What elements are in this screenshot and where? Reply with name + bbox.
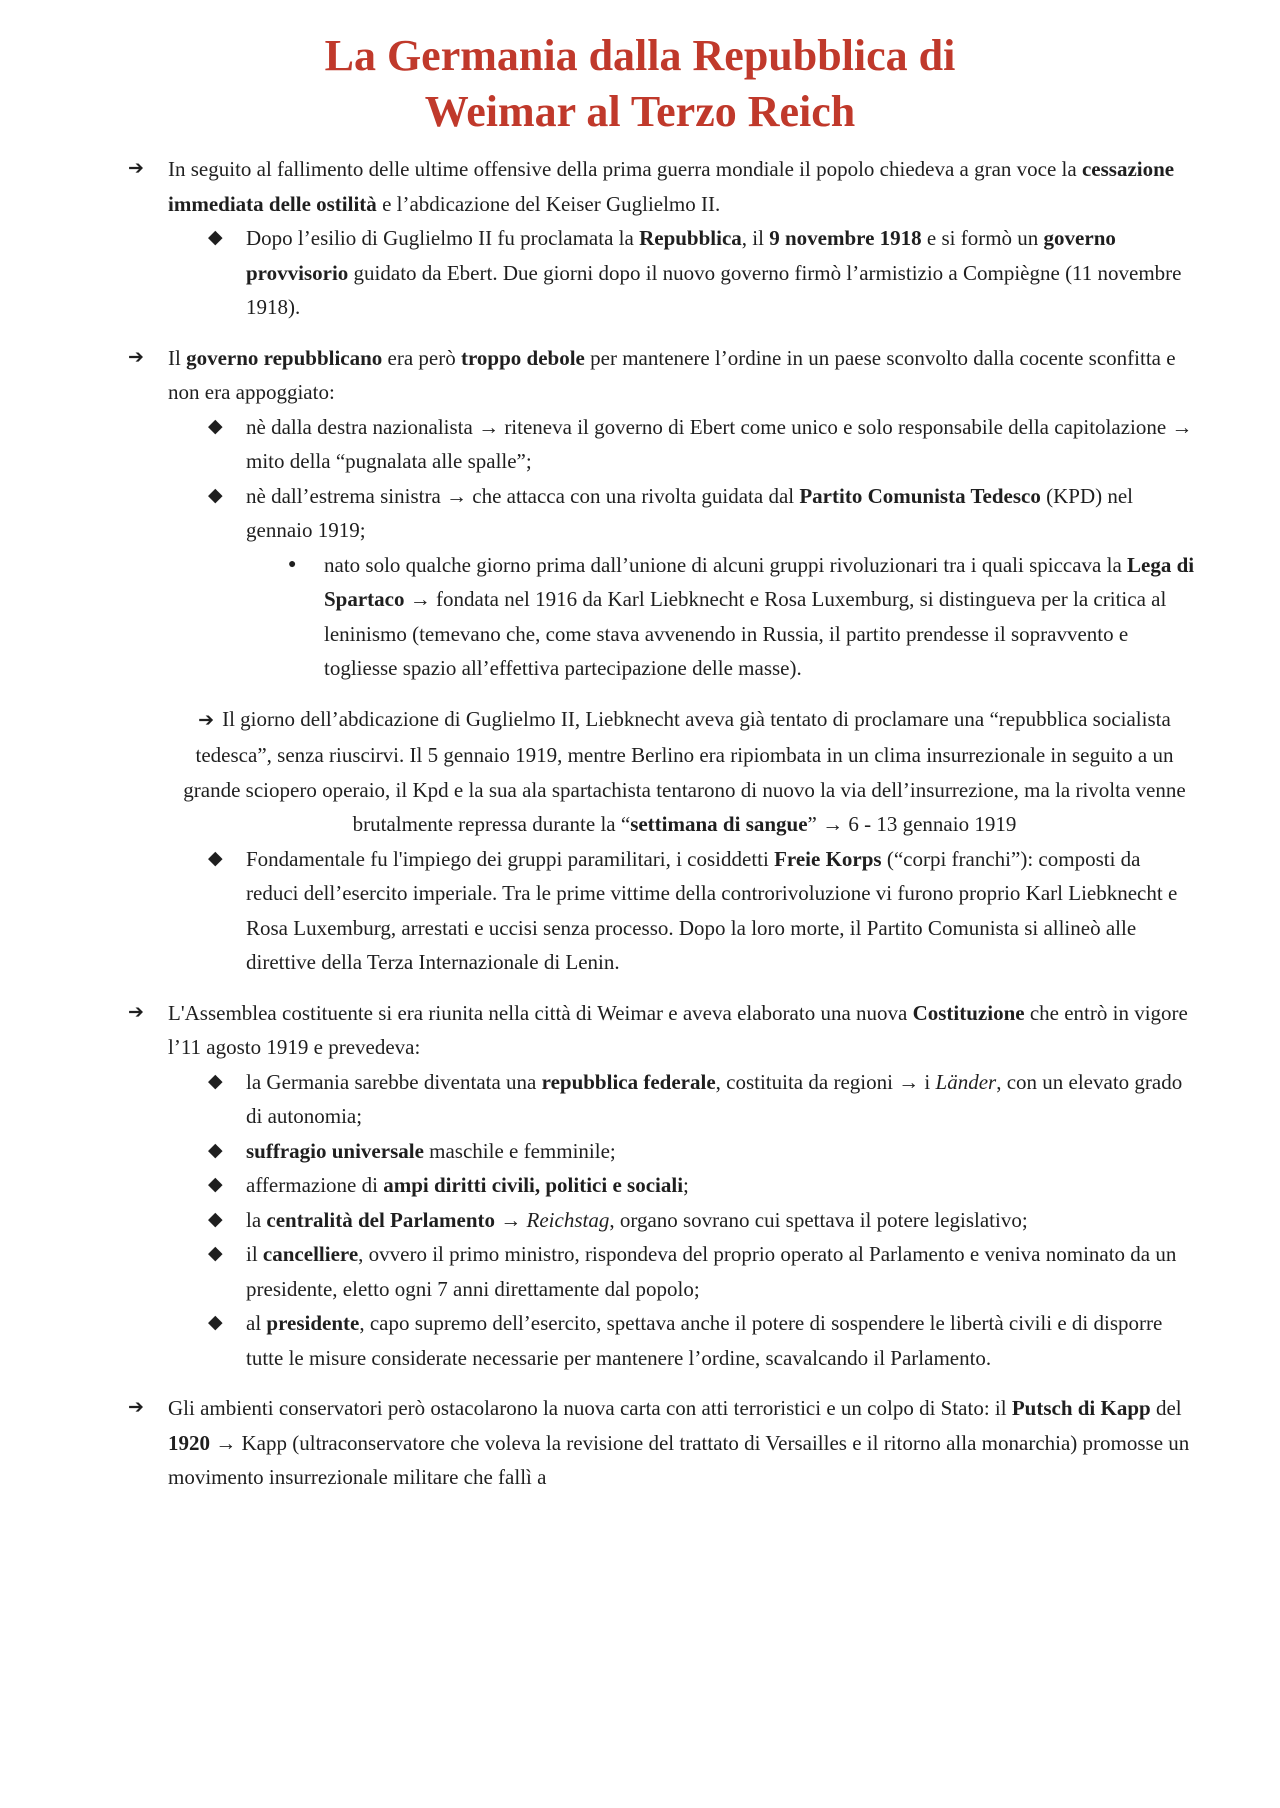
diamond-item: ◆ il cancelliere, ovvero il primo ministro, rispondeva del proprio operato al Parlamento e veniva nominato da un presidente, eletto ogni 7 anni direttamente dal popolo; — [128, 1237, 1198, 1306]
document-body — [0, 140, 1280, 1495]
diamond-bullet-icon: ◆ — [208, 1070, 223, 1092]
diamond-item: ◆ la centralità del Parlamento → Reichstag, organo sovrano cui spettava il potere legislativo; — [128, 1203, 1198, 1238]
arrow-item-4: ➔ L'Assemblea costituente si era riunita nella città di Weimar e aveva elaborato una nuova Costituzione che entrò in vigore l’11 agosto 1919 e prevedeva: — [128, 996, 1198, 1065]
arrow-bullet-icon: ➔ — [128, 1001, 144, 1023]
arrow-bullet-icon: ➔ — [128, 1397, 144, 1418]
diamond-item: ◆ suffragio universale maschile e femminile; — [128, 1134, 1198, 1169]
arrow-item-2: ➔ Il governo repubblicano era però troppo debole per mantenere l’ordine in un paese sconvolto dalla cocente sconfitta e non era appoggiato: — [128, 341, 1198, 410]
diamond-bullet-icon: ◆ — [208, 1243, 223, 1264]
diamond-item: ◆ affermazione di ampi diritti civili, politici e sociali; — [128, 1168, 1198, 1203]
diamond-bullet-icon: ◆ — [208, 847, 223, 869]
title-line-1: La Germania dalla Repubblica di — [324, 31, 956, 80]
diamond-item: ◆ nè dall’estrema sinistra → che attacca con una rivolta guidata dal Partito Comunista Tedesco (KPD) nel gennaio 1919; — [128, 479, 1198, 548]
arrow-item-1: ➔ In seguito al fallimento delle ultime offensive della prima guerra mondiale il popolo chiedeva a gran voce la cessazione immediata delle ostilità e l’abdicazione del Keiser Guglielmo II. — [128, 152, 1198, 221]
diamond-bullet-icon: ◆ — [208, 227, 223, 248]
diamond-bullet-icon: ◆ — [208, 1139, 223, 1161]
diamond-item: ◆ al presidente, capo supremo dell’esercito, spettava anche il potere di sospendere le libertà civili e di disporre tutte le misure considerate necessarie per mantenere l’ordine, scavalcando il Parlamento. — [128, 1306, 1198, 1375]
dot-item: ● nato solo qualche giorno prima dall’unione di alcuni gruppi rivoluzionari tra i quali spiccava la Lega di Spartaco → fondata nel 1916 da Karl Liebknecht e Rosa Luxemburg, si distingueva per la critica al leninismo (temevano che, come stava avvenendo in Russia, il partito prendesse il sopravvento e togliesse spazio all’effettiva partecipazione delle masse). — [128, 548, 1198, 686]
title-line-2: Weimar al Terzo Reich — [424, 87, 856, 136]
arrow-bullet-icon: ➔ — [198, 709, 215, 731]
arrow-bullet-icon: ➔ — [128, 158, 144, 179]
diamond-bullet-icon: ◆ — [208, 1312, 223, 1333]
diamond-item: ◆ nè dalla destra nazionalista → riteneva il governo di Ebert come unico e solo responsabile della capitolazione → mito della “pugnalata alle spalle”; — [128, 410, 1198, 479]
diamond-item: ◆ Fondamentale fu l'impiego dei gruppi paramilitari, i cosiddetti Freie Korps (“corpi franchi”): composti da reduci dell’esercito imperiale. Tra le prime vittime della controrivoluzione vi furono proprio Karl Liebknecht e Rosa Luxemburg, arrestati e uccisi senza processo. Dopo la loro morte, il Partito Comunista si allineò alle direttive della Terza Internazionale di Lenin. — [128, 842, 1198, 980]
diamond-bullet-icon: ◆ — [208, 1174, 223, 1195]
arrow-item-3: ➔ Il giorno dell’abdicazione di Guglielmo II, Liebknecht aveva già tentato di proclamare una “repubblica socialista tedesca”, senza riuscirvi. Il 5 gennaio 1919, mentre Berlino era ripiombata in un clima insurrezionale in seguito a un grande sciopero operaio, il Kpd e la sua ala spartachista tentarono di nuovo la via dell’insurrezione, ma la rivolta venne brutalmente repressa durante la “settimana di sangue” → 6 - 13 gennaio 1919 — [183, 706, 1186, 836]
dot-bullet-icon: ● — [288, 556, 297, 572]
diamond-bullet-icon: ◆ — [208, 484, 223, 506]
page-title — [0, 0, 1280, 140]
diamond-bullet-icon: ◆ — [208, 1208, 223, 1230]
diamond-item: ◆ la Germania sarebbe diventata una repubblica federale, costituita da regioni → i Länder, con un elevato grado di autonomia; — [128, 1065, 1198, 1134]
arrow-item-5: ➔ Gli ambienti conservatori però ostacolarono la nuova carta con atti terroristici e un colpo di Stato: il Putsch di Kapp del 1920 → Kapp (ultraconservatore che voleva la revisione del trattato di Versailles e il ritorno alla monarchia) promosse un movimento insurrezionale militare che fallì a — [128, 1391, 1198, 1495]
diamond-item: ◆ Dopo l’esilio di Guglielmo II fu proclamata la Repubblica, il 9 novembre 1918 e si formò un governo provvisorio guidato da Ebert. Due giorni dopo il nuovo governo firmò l’armistizio a Compiègne (11 novembre 1918). — [128, 221, 1198, 325]
diamond-bullet-icon: ◆ — [208, 415, 223, 437]
arrow-bullet-icon: ➔ — [128, 346, 144, 368]
